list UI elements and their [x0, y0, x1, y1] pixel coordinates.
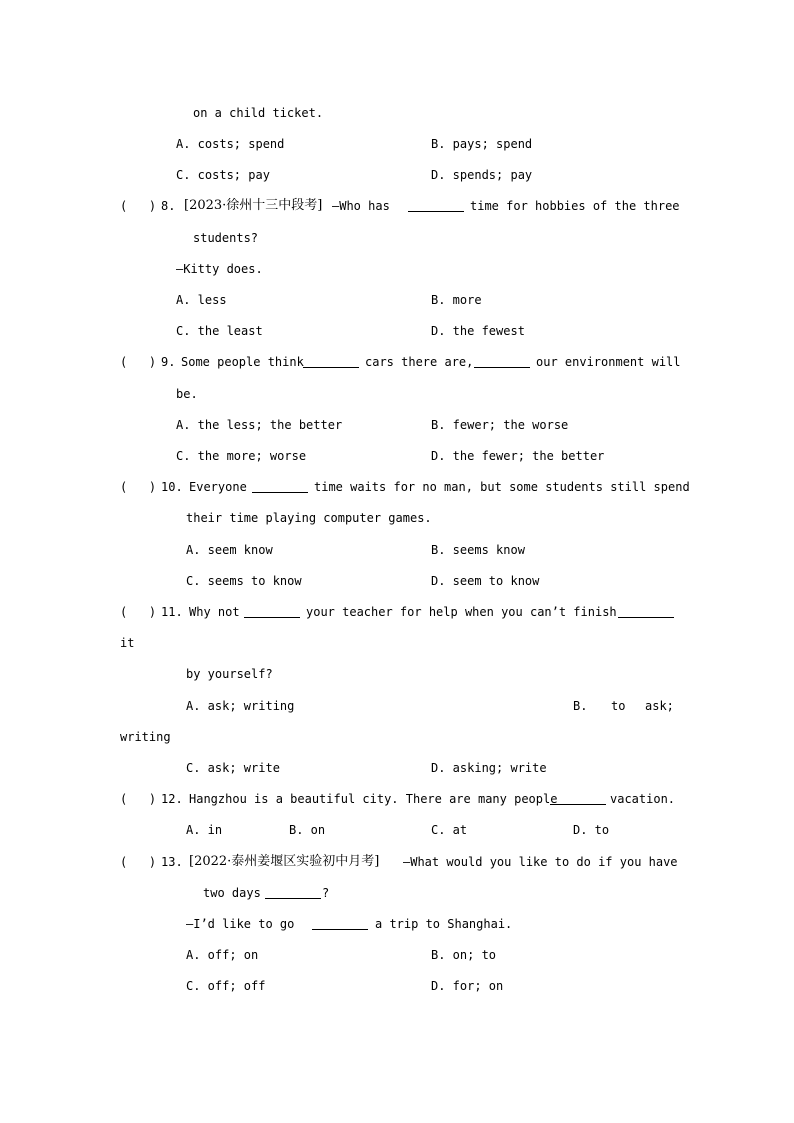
q9-blank-2 [474, 355, 530, 368]
q9-stem-part4: be. [176, 387, 198, 401]
q8-response: —Kitty does. [176, 262, 263, 276]
q10-blank [252, 480, 308, 493]
q13-response-part2: a trip to Shanghai. [375, 917, 513, 931]
q10-option-a: A. seem know [186, 543, 273, 557]
q8-source: [2023·徐州十三中段考] [184, 198, 323, 213]
q13-option-c: C. off; off [186, 979, 266, 993]
q9-stem-part3: our environment will [536, 355, 681, 369]
q9-option-a: A. the less; the better [176, 418, 343, 432]
q12-option-b: B. on [289, 823, 326, 837]
q11-option-b-label: B. [573, 699, 588, 713]
q11-stem-part3: it [120, 636, 135, 650]
q10-number: 10. [161, 480, 183, 494]
q11-stem-part4: by yourself? [186, 667, 273, 681]
q13-source: [2022·泰州姜堰区实验初中月考] [189, 854, 380, 869]
q8-blank [408, 199, 464, 212]
q8-number: 8. [161, 199, 176, 213]
q11-option-a: A. ask; writing [186, 699, 295, 713]
q12-answer-paren: ( ) [120, 792, 157, 806]
q13-blank-2 [312, 917, 368, 930]
q13-option-d: D. for; on [431, 979, 504, 993]
q11-answer-paren: ( ) [120, 605, 157, 619]
q11-option-b-word2: ask; [645, 699, 674, 713]
q8-option-d: D. the fewest [431, 324, 525, 338]
q10-answer-paren: ( ) [120, 480, 157, 494]
q11-stem-part2: your teacher for help when you can’t finish [306, 605, 617, 619]
q12-option-a: A. in [186, 823, 223, 837]
q8-stem-part1: —Who has [332, 199, 390, 213]
q9-blank-1 [303, 355, 359, 368]
q11-blank-1 [244, 605, 300, 618]
q9-option-b: B. fewer; the worse [431, 418, 569, 432]
q13-option-b: B. on; to [431, 948, 497, 962]
q10-option-d: D. seem to know [431, 574, 540, 588]
q9-number: 9. [161, 355, 176, 369]
q11-option-b-word1: to [611, 699, 626, 713]
q9-stem-part2: cars there are, [365, 355, 474, 369]
q9-answer-paren: ( ) [120, 355, 157, 369]
q13-number: 13. [161, 855, 183, 869]
q11-stem-part1: Why not [189, 605, 240, 619]
q11-number: 11. [161, 605, 183, 619]
q11-option-d: D. asking; write [431, 761, 547, 775]
q8-option-c: C. the least [176, 324, 263, 338]
q11-blank-2 [618, 605, 674, 618]
q10-stem-part3: their time playing computer games. [186, 511, 432, 525]
q12-stem-part1: Hangzhou is a beautiful city. There are many people [189, 792, 558, 806]
q13-response-part1: —I’d like to go [186, 917, 295, 931]
q9-stem-part1: Some people think [181, 355, 304, 369]
q12-option-d: D. to [573, 823, 610, 837]
q13-stem-part1: —What would you like to do if you have [403, 855, 678, 869]
q12-number: 12. [161, 792, 183, 806]
q8-option-b: B. more [431, 293, 482, 307]
q11-option-c: C. ask; write [186, 761, 280, 775]
q10-option-c: C. seems to know [186, 574, 302, 588]
q8-answer-paren: ( ) [120, 199, 157, 213]
q7-option-c: C. costs; pay [176, 168, 270, 182]
q7-stem-continuation: on a child ticket. [193, 106, 324, 120]
q10-stem-part2: time waits for no man, but some students still spend [314, 480, 690, 494]
q13-stem-part2: two days [203, 886, 261, 900]
q10-option-b: B. seems know [431, 543, 525, 557]
q7-option-a: A. costs; spend [176, 137, 285, 151]
q8-stem-part2: time for hobbies of the three [470, 199, 680, 213]
q12-stem-part2: vacation. [610, 792, 676, 806]
q13-option-a: A. off; on [186, 948, 259, 962]
q12-blank [550, 792, 606, 805]
q9-option-c: C. the more; worse [176, 449, 307, 463]
q11-option-b-word3: writing [120, 730, 171, 744]
q8-stem-part3: students? [193, 231, 259, 245]
q7-option-b: B. pays; spend [431, 137, 533, 151]
q12-option-c: C. at [431, 823, 468, 837]
q7-option-d: D. spends; pay [431, 168, 533, 182]
q8-option-a: A. less [176, 293, 227, 307]
q13-blank-1 [265, 886, 321, 899]
q13-answer-paren: ( ) [120, 855, 157, 869]
q13-stem-part3: ? [322, 886, 330, 900]
q10-stem-part1: Everyone [189, 480, 247, 494]
q9-option-d: D. the fewer; the better [431, 449, 605, 463]
